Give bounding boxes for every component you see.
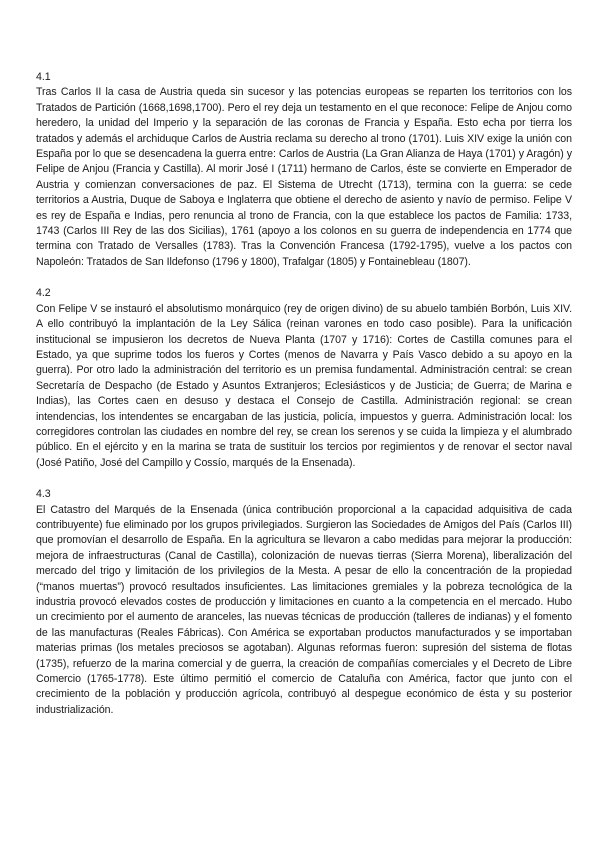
- section-paragraph: Con Felipe V se instauró el absolutismo monárquico (rey de origen divino) de su abuelo también Borbón, Luis XIV. A ello contribuyó la implantación de la Ley Sálica (reinan varones en todo caso posible). Para la unificación institucional se impusieron los decretos de Nueva Planta (1707 y 1716): Cortes de Castilla comunes para el Estado, ya que suprime todos los fueros y Cortes (menos de Navarra y País Vasco debido a su apoyo en la guerra). Por otro lado la administración del territorio es un premisa fundamental. Administración central: se crean Secretaría de Despacho (de Estado y Asuntos Extranjeros; Eclesiásticos y de Justicia; de Guerra; de Marina e Indias), las Cortes caen en desuso y destaca el Consejo de Castilla. Administración regional: se crean intendencias, los intendentes se encargaban de las justicia, policía, impuestos y guerra. Administración local: los corregidores controlan las ciudades en nombre del rey, se crean los serenos y se cuida la limpieza y el alumbrado público. En el ejército y en la marina se trata de sustituir los tercios por regimientos y de renovar el sector naval (José Patiño, José del Campillo y Cossío, marqués de la Ensenada).: [36, 302, 572, 469]
- section-number: 4.2: [36, 287, 51, 300]
- section-4-1: [36, 70, 572, 270]
- section-4-2: [36, 286, 572, 471]
- section-paragraph: Tras Carlos II la casa de Austria queda sin sucesor y las potencias europeas se reparten los territorios con los Tratados de Partición (1668,1698,1700). Pero el rey deja un testamento en el que reconoce: Felipe de Anjou como heredero, la unidad del Imperio y la separación de las coronas de Francia y España. Esto echa por tierra los tratados y además el archiduque Carlos de Austria reclama su derecho al trono (1701). Luis XIV exige la unión con España por lo que se desencadena la guerra entre: Carlos de Austria (La Gran Alianza de Haya (1701) y Aragón) y Felipe de Anjou (Francia y Castilla). Al morir José I (1711) hermano de Carlos, éste se convierte en Emperador de Austria y comienzan conversaciones de paz. El Sistema de Utrecht (1713), termina con la guerra: se cede territorios a Austria, Duque de Saboya e Inglaterra que obtiene el derecho de asiento y navío de permiso. Felipe V es rey de España e Indias, pero renuncia al trono de Francia, con la que establece los pactos de Familia: 1733, 1743 (Carlos III Rey de las dos Sicilias), 1761 (apoyo a los colonos en su guerra de independencia en 1774 que termina con Tratado de Versalles (1783). Tras la Convención Francesa (1792-1795), vuelve a los pactos con Napoleón: Tratados de San Ildefonso (1796 y 1800), Trafalgar (1805) y Fontainebleau (1807).: [36, 86, 572, 268]
- section-4-3: [36, 487, 572, 718]
- section-number: 4.1: [36, 71, 51, 83]
- document-page: [36, 70, 572, 734]
- section-paragraph: El Catastro del Marqués de la Ensenada (única contribución proporcional a la capacidad adquisitiva de cada contribuyente) fue eliminado por los grupos privilegiados. Surgieron las Sociedades de Amigos del País (Carlos III) que promovían el desarrollo de España. En la agricultura se llevaron a cabo medidas para mejorar la producción: mejora de infraestructuras (Canal de Castilla), colonización de nuevas tierras (Sierra Morena), liberalización del mercado del trigo y limitación de los privilegios de la Mesta. A pesar de ello la concentración de la propiedad (“manos muertas”) provocó resultados insuficientes. Las limitaciones gremiales y la pobreza tecnológica de la industria provocó elevados costes de producción y limitaciones en cuanto a la competencia en el mercado. Hubo un crecimiento por el aumento de aranceles, las nuevas técnicas de producción (talleres de indianas) y el fomento de las manufacturas (Reales Fábricas). Con América se exportaban productos manufacturados y se importaban materias primas (los metales preciosos se agotaban). Algunas reformas fueron: supresión del sistema de flotas (1735), refuerzo de la marina comercial y de guerra, la creación de compañías comerciales y el Decreto de Libre Comercio (1765-1778). Este último permitió el comercio de Cataluña con América, factor que junto con el crecimiento de la población y producción agrícola, contribuyó al despegue económico de ésta y su posterior industrialización.: [36, 503, 572, 716]
- section-number: 4.3: [36, 488, 51, 501]
